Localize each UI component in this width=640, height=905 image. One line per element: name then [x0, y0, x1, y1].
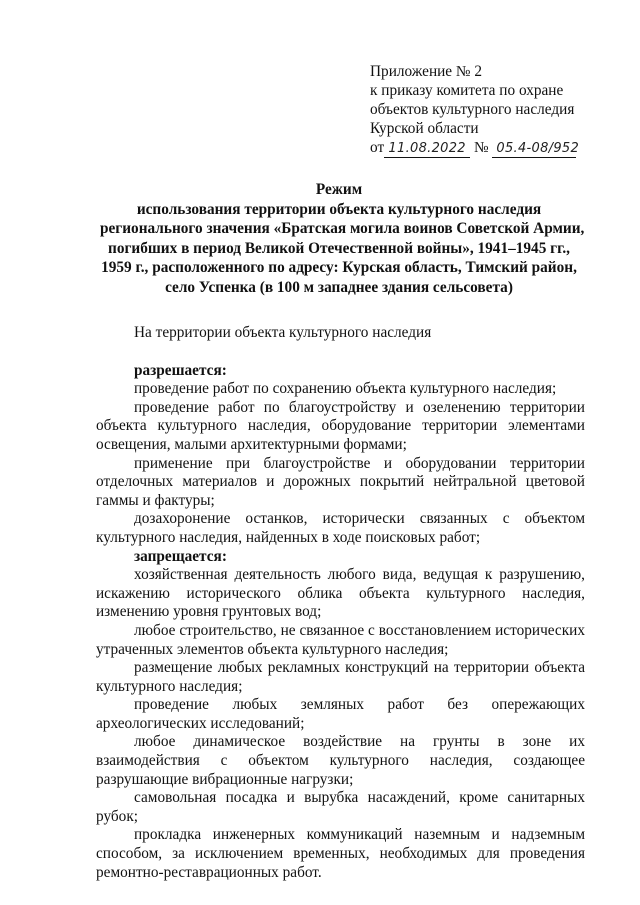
allowed-item: проведение работ по благоустройству и озеленению территории объекта культурного наследия, оборудование территории элементами освещения, малыми архитектурными формами; — [96, 398, 585, 453]
document-body — [96, 324, 585, 882]
title-line: использования территории объекта культурного наследия — [136, 200, 542, 218]
appendix-order-line: к приказу комитета по охране — [370, 82, 564, 99]
appendix-region-line: Курской области — [370, 120, 479, 137]
forbidden-heading: запрещается: — [134, 547, 227, 565]
handwritten-date: 11.08.2022 — [384, 141, 470, 158]
intro-paragraph: На территории объекта культурного наследия — [134, 324, 432, 341]
document-title — [100, 180, 585, 297]
forbidden-item: хозяйственная деятельность любого вида, ведущая к разрушению, искажению исторического облика объекта культурного наследия, изменению уровня грунтовых вод; — [96, 566, 585, 621]
appendix-block — [370, 62, 580, 158]
allowed-item: дозахоронение останков, исторически связанных с объектом культурного наследия, найденных в ходе поисковых работ; — [96, 510, 585, 546]
handwritten-order-number: 05.4-08/952 — [492, 141, 576, 158]
appendix-committee-line: объектов культурного наследия — [370, 101, 575, 118]
forbidden-item: любое строительство, не связанное с восстановлением исторических утраченных элементов объекта культурного наследия; — [96, 621, 585, 658]
forbidden-item: проведение любых земляных работ без опережающих археологических исследований; — [96, 696, 585, 732]
title-line: 1959 г., расположенного по адресу: Курская область, Тимский район, — [101, 259, 577, 276]
title-line: регионального значения «Братская могила воинов Советской Армии, — [100, 220, 585, 237]
forbidden-item: размещение любых рекламных конструкций на территории объекта культурного наследия; — [96, 659, 585, 695]
forbidden-item: самовольная посадка и вырубка насаждений, кроме санитарных рубок; — [96, 789, 585, 825]
allowed-item: применение при благоустройстве и оборудовании территории отделочных материалов и дорожных покрытий нейтральной цветовой гаммы и фактуры; — [96, 454, 585, 509]
title-line: Режим — [315, 181, 363, 198]
title-line: погибших в период Великой Отечественной войны», 1941–1945 гг., — [108, 239, 570, 257]
allowed-heading: разрешается: — [134, 361, 227, 379]
forbidden-item: любое динамическое воздействие на грунты в зоне их взаимодействия с объектом культурного наследия, создающее разрушающие вибрационные нагрузки; — [96, 733, 585, 788]
forbidden-item: прокладка инженерных коммуникаций наземным и надземным способом, за исключением временных, необходимых для проведения ремонтно-реставрационных работ. — [96, 826, 585, 881]
appendix-number: Приложение № 2 — [370, 63, 482, 80]
order-date-number-line — [370, 138, 580, 158]
title-line: село Успенка (в 100 м западнее здания сельсовета) — [165, 278, 513, 296]
spacer — [96, 343, 585, 362]
number-prefix: № — [473, 139, 489, 156]
allowed-item: проведение работ по сохранению объекта культурного наследия; — [134, 380, 557, 398]
date-prefix: от — [370, 139, 385, 156]
